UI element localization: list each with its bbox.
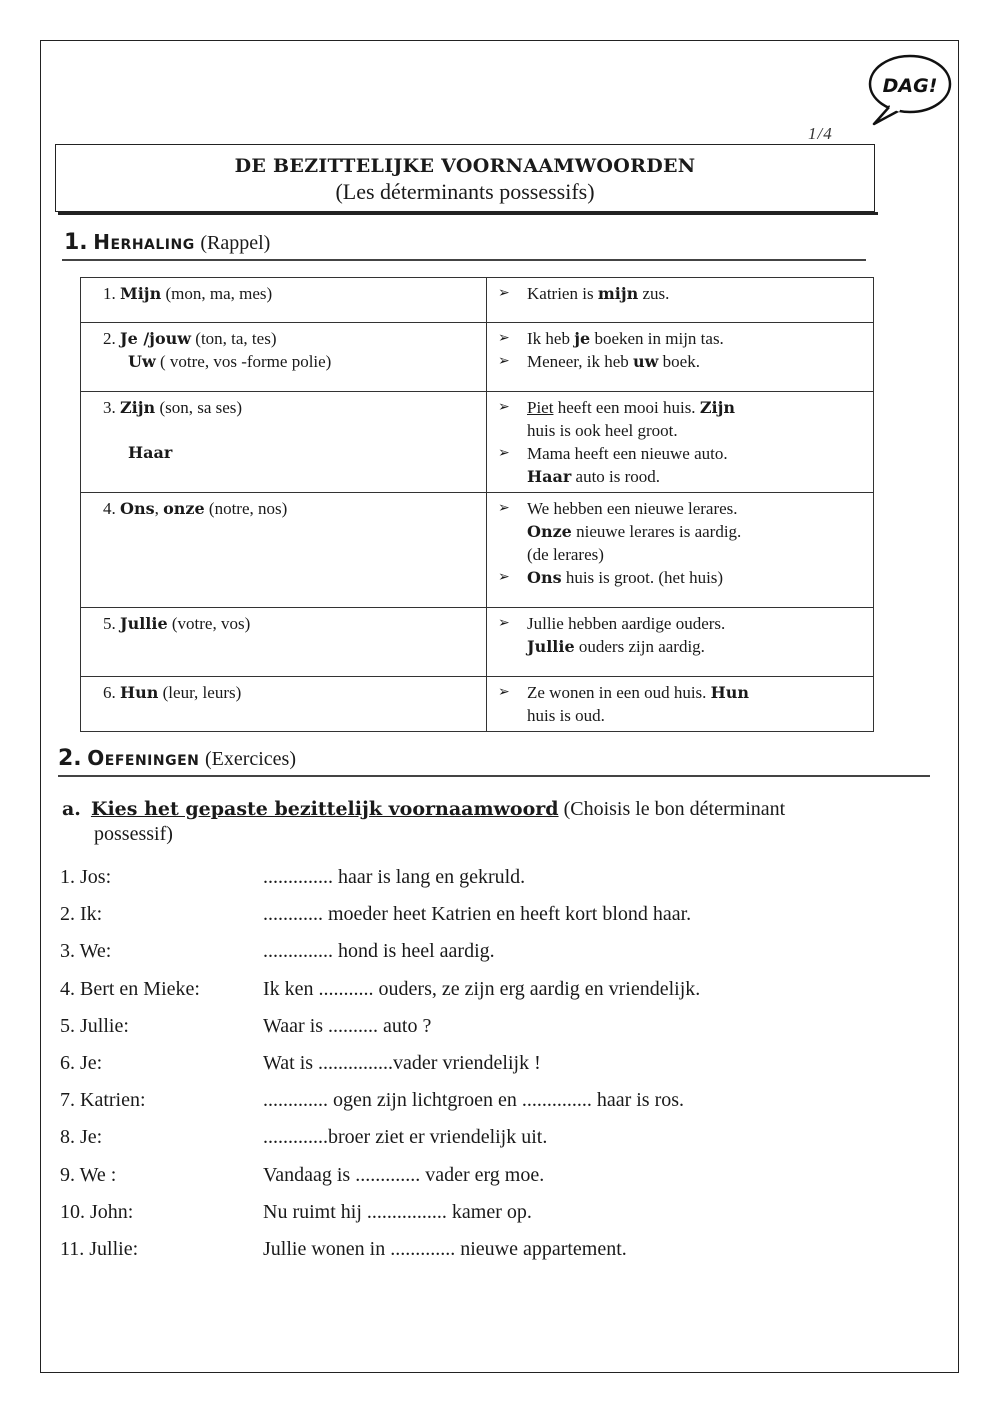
list-item: 9. We : Vandaag is ............. vader erg moe. <box>60 1163 545 1186</box>
arrow-bullet-icon: ➢ <box>498 615 510 631</box>
arrow-bullet-icon: ➢ <box>498 353 510 369</box>
arrow-bullet-icon: ➢ <box>498 569 510 585</box>
table-row: 4. Ons, onze (notre, nos) ➢ We hebben een nieuwe lerares. Onze nieuwe lerares is aardig. (de lerares) ➢ Ons huis is groot. (het huis) <box>81 493 874 608</box>
exercise-a-instruction: a. Kies het gepaste bezittelijk voornaamwoord (Choisis le bon déterminant possessif) <box>62 798 786 845</box>
exercise-list <box>60 866 940 1275</box>
arrow-bullet-icon: ➢ <box>498 399 510 415</box>
title-box <box>55 144 875 212</box>
list-item: 10. John: Nu ruimt hij ................ kamer op. <box>60 1200 532 1223</box>
list-item: 7. Katrien: ............. ogen zijn lichtgroen en .............. haar is ros. <box>60 1089 685 1112</box>
arrow-bullet-icon: ➢ <box>498 445 510 461</box>
arrow-bullet-icon: ➢ <box>498 330 510 346</box>
table-row: 5. Jullie (votre, vos) ➢ Jullie hebben aardige ouders. Jullie ouders zijn aardig. <box>81 608 874 677</box>
arrow-bullet-icon: ➢ <box>498 285 510 301</box>
dag-speech-bubble-logo <box>862 50 954 130</box>
list-item: 4. Bert en Mieke: Ik ken ........... ouders, ze zijn erg aardig en vriendelijk. <box>60 977 701 1000</box>
section-2-heading: 2. Oefeningen (Exercices) <box>58 746 296 771</box>
list-item: 3. We: .............. hond is heel aardig. <box>60 940 495 963</box>
list-item: 5. Jullie: Waar is .......... auto ? <box>60 1014 432 1037</box>
list-item: 8. Je: .............broer ziet er vriendelijk uit. <box>60 1126 548 1149</box>
table-row: 3. Zijn (son, sa ses) Haar ➢ Piet heeft een mooi huis. Zijn huis is ook heel groot. ➢ Mama heeft een nieuwe auto. Haar auto is rood. <box>81 392 874 493</box>
page-number: 1/4 <box>808 124 833 143</box>
table-row: 2. Je /jouw (ton, ta, tes) Uw ( votre, vos -forme polie) ➢ Ik heb je boeken in mijn tas. ➢ Meneer, ik heb uw boek. <box>81 323 874 392</box>
page-subtitle: (Les déterminants possessifs) <box>335 179 595 204</box>
table-row: 1. Mijn (mon, ma, mes) ➢ Katrien is mijn zus. <box>81 278 874 323</box>
section-1-rule <box>62 259 866 261</box>
grammar-table <box>80 277 874 732</box>
arrow-bullet-icon: ➢ <box>498 500 510 516</box>
arrow-bullet-icon: ➢ <box>498 684 510 700</box>
section-1-heading: 1. Herhaling (Rappel) <box>64 230 271 255</box>
logo-text: DAG! <box>882 75 938 97</box>
table-row: 6. Hun (leur, leurs) ➢ Ze wonen in een oud huis. Hun huis is oud. <box>81 677 874 732</box>
section-2-rule <box>58 775 930 777</box>
list-item: 1. Jos: .............. haar is lang en gekruld. <box>60 866 526 888</box>
list-item: 2. Ik: ............ moeder heet Katrien en heeft kort blond haar. <box>60 903 692 926</box>
list-item: 6. Je: Wat is ...............vader vriendelijk ! <box>60 1051 541 1074</box>
page-title: DE BEZITTELIJKE VOORNAAMWOORDEN <box>234 155 696 177</box>
list-item: 11. Jullie: Jullie wonen in ............. nieuwe appartement. <box>60 1237 627 1260</box>
